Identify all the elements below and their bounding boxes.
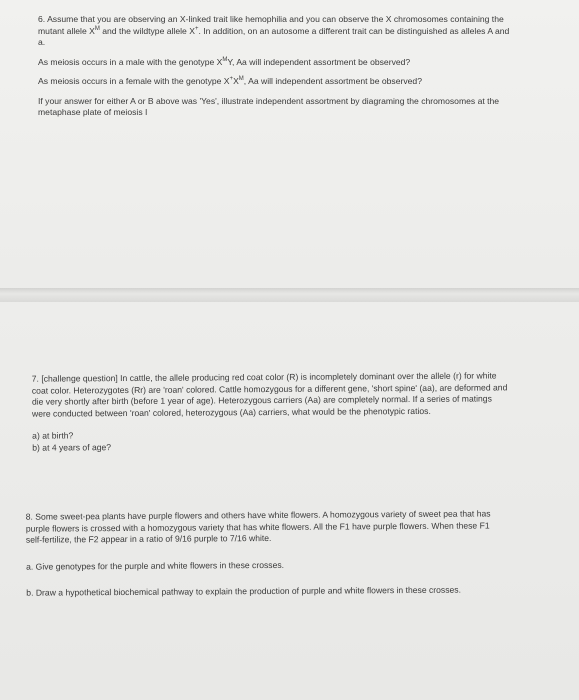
question-7 bbox=[32, 370, 513, 453]
question-6-part-a: As meiosis occurs in a male with the genotype $X^MY$, Aa will independent assortment be observed? bbox=[38, 56, 411, 67]
question-8-text: 8. Some sweet-pea plants have purple flowers and others have white flowers. A homozygous variety of sweet pea that has purple flowers is crossed with a homozygous variety that has white flowers. All the F1 have purple flowers. When these F1 self-fertilize, the F2 appear in a ratio of 9/16 purple to 7/16 white. bbox=[25, 508, 491, 545]
question-7-text: 7. [challenge question] In cattle, the allele producing red coat color (R) is incompletely dominant over the allele (r) for white coat color. Heterozygotes (Rr) are 'roan' colored. Cattle homozygous for a different gene, 'short spine' (aa), are deformed and die very shortly after birth (before 1 year of age). Heterozygous carriers (Aa) are completely normal. If a series of matings were conducted between 'roan' colored, heterozygous (Aa) carriers, what would be the phenotypic ratios. bbox=[31, 370, 508, 419]
question-7-option-a: a) at birth? bbox=[32, 430, 74, 441]
question-6-part-c: If your answer for either A or B above was 'Yes', illustrate independent assortment by diagraming the chromosomes at the metaphase plate of meiosis I bbox=[38, 95, 500, 117]
worksheet-bottom-section bbox=[0, 302, 579, 700]
question-8-part-b: b. Draw a hypothetical biochemical pathway to explain the production of purple and white flowers in these crosses. bbox=[26, 584, 461, 598]
question-6 bbox=[38, 14, 513, 119]
question-6-intro: 6. Assume that you are observing an X-linked trait like hemophilia and you can observe the X chromosomes containing the mutant allele $X^M$ and the wildtype allele X+. In addition, on an autosome a different trait can be distinguished as alleles A and a. bbox=[38, 14, 510, 47]
question-6-part-b: As meiosis occurs in a female with the genotype $X^+X^M$, Aa will independent assortment be observed? bbox=[38, 76, 422, 86]
question-8 bbox=[26, 508, 507, 599]
question-8-part-a: a. Give genotypes for the purple and white flowers in these crosses. bbox=[26, 559, 285, 572]
page-divider bbox=[0, 288, 579, 302]
question-7-option-b: b) at 4 years of age? bbox=[32, 441, 112, 453]
